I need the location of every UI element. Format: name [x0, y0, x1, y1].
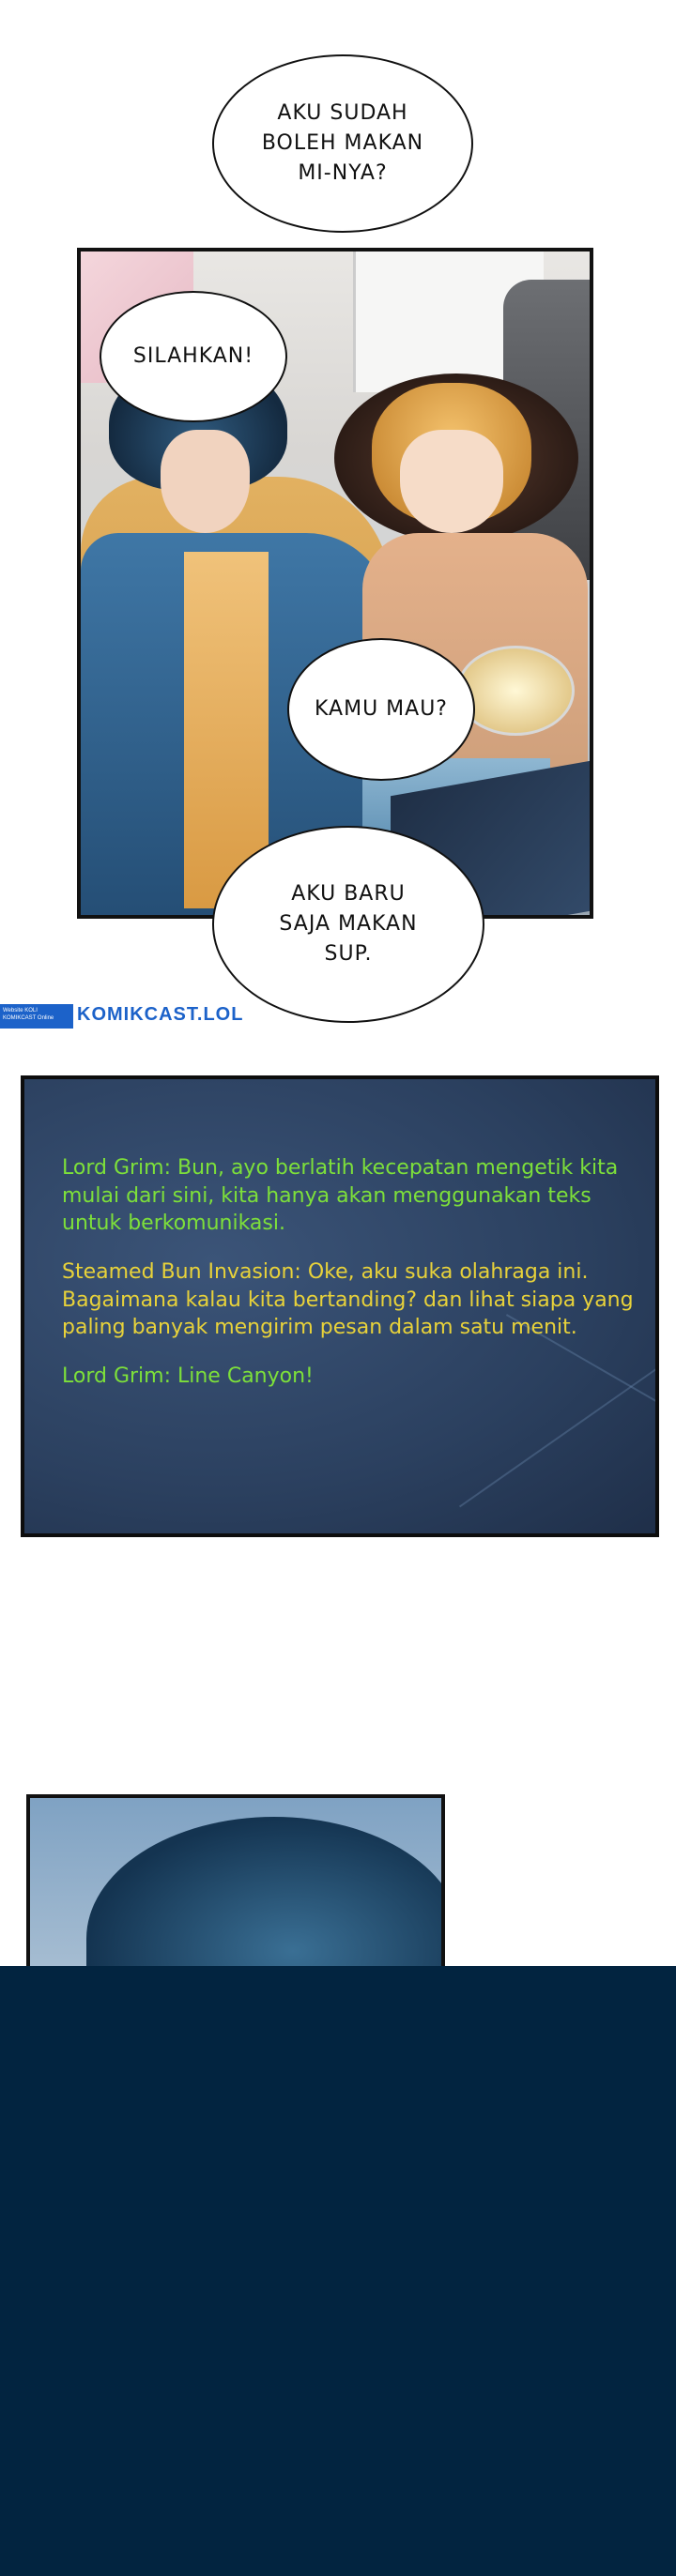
boy-hair-closeup — [86, 1817, 445, 1982]
speech-bubble-top: AKU SUDAH BOLEH MAKAN MI-NYA? — [212, 54, 473, 233]
speech-bubble-silahkan: SILAHKAN! — [100, 291, 287, 422]
chat-messages — [62, 1154, 644, 1411]
speech-bubble-sup: AKU BARU SAJA MAKAN SUP. — [212, 826, 484, 1023]
dark-overlay-block — [0, 1966, 676, 2576]
chat-message: Lord Grim: Line Canyon! — [62, 1364, 314, 1389]
speech-bubble-kamu-mau: KAMU MAU? — [287, 638, 475, 781]
chat-message: Lord Grim: Bun, ayo berlatih kecepatan mengetik kita mulai dari sini, kita hanya akan menggunakan teks untuk berkomunikasi. — [62, 1156, 619, 1236]
watermark-text[interactable]: KOMIKCAST.LOL — [77, 1004, 244, 1025]
chat-message: Steamed Bun Invasion: Oke, aku suka olahraga ini. Bagaimana kalau kita bertanding? dan lihat siapa yang paling banyak mengirim pesan dalam satu menit. — [62, 1260, 634, 1340]
girl-face — [400, 430, 503, 533]
boy-face — [161, 430, 250, 533]
noodle-bowl — [456, 646, 575, 736]
chat-panel — [21, 1075, 659, 1537]
watermark-badge: Website KOLI KOMIKCAST Online — [0, 1004, 73, 1029]
comic-panel-3 — [26, 1794, 445, 1982]
